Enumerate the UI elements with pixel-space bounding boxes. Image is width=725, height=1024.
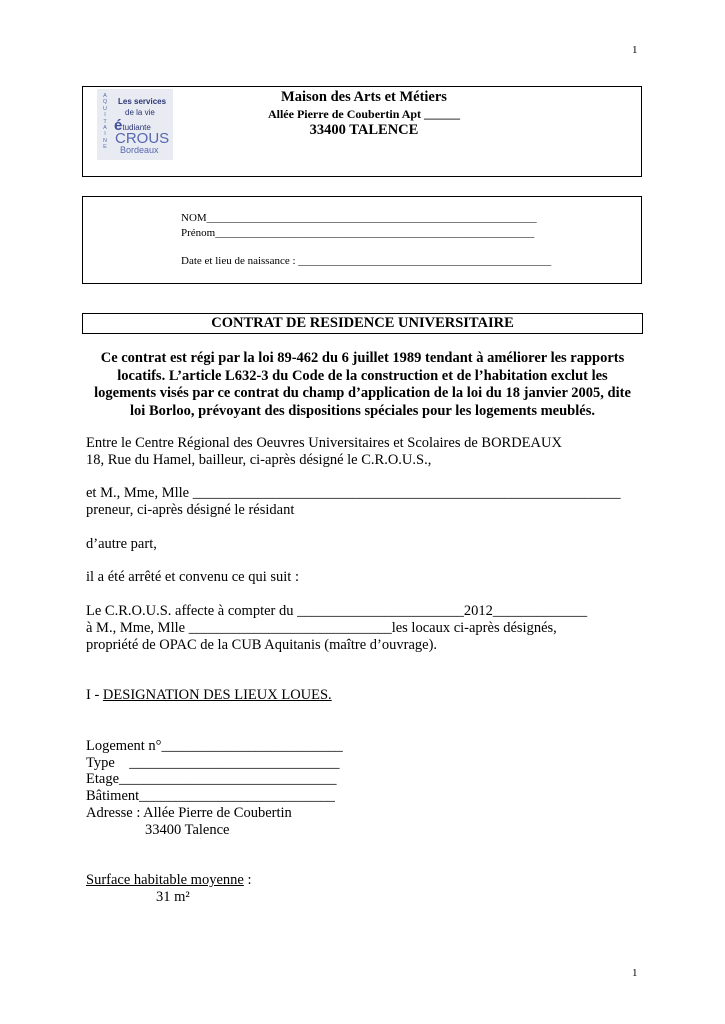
logo-vertical-text: A Q U I T A I N E [102,93,108,151]
type-field: Type _____________________________ [86,755,340,771]
etage-field: Etage______________________________ [86,771,337,787]
logo-city: Bordeaux [120,145,159,155]
section1-heading [86,687,332,704]
header-title: Maison des Arts et Métiers [281,89,447,105]
section1-title: DESIGNATION DES LIEUX LOUES. [102,687,332,703]
page-number-bottom: 1 [632,967,638,979]
logo-line3-rest: tudiante [122,123,151,132]
logo-line2: de la vie [125,108,155,117]
header-city: 33400 TALENCE [309,122,419,138]
parties-line2: 18, Rue du Hamel, bailleur, ci-après désigné le C.R.O.U.S., [86,452,432,468]
parties-line5: d’autre part, [86,536,157,552]
naissance-field: Date et lieu de naissance : ______________________________________________ [181,255,552,267]
assignment-line1: Le C.R.O.U.S. affecte à compter du _______________________2012_____________ [86,603,588,619]
intro-line: logements visés par ce contrat du champ d’application de la loi du 18 janvier 2005, dite [94,385,631,401]
logo-initial: é [114,117,123,134]
page-number-top: 1 [632,44,638,56]
surface-label-line [86,872,251,889]
logo-line1: Les services [118,97,167,106]
intro-paragraph [82,350,643,420]
assignment-line3: propriété de OPAC de la CUB Aquitanis (maître d’ouvrage). [86,637,438,653]
prenom-field: Prénom__________________________________________________________ [181,227,535,239]
nom-field: NOM____________________________________________________________ [181,212,537,224]
logo-brand: CROUS [115,130,170,147]
logement-field: Logement n°_________________________ [86,738,343,754]
contract-title: CONTRAT DE RESIDENCE UNIVERSITAIRE [211,315,514,331]
batiment-field: Bâtiment___________________________ [86,788,335,804]
parties-line3: et M., Mme, Mlle ___________________________________________________________ [86,485,621,501]
surface-value: 31 m² [156,889,190,905]
crous-logo [97,89,173,160]
parties-line6: il a été arrêté et convenu ce qui suit : [86,569,299,585]
adresse-line2: 33400 Talence [145,822,230,838]
surface-colon: : [243,872,252,888]
parties-line4: preneur, ci-après désigné le résidant [86,502,295,518]
adresse-line1: Adresse : Allée Pierre de Coubertin [86,805,292,821]
header-address: Allée Pierre de Coubertin Apt ______ [267,107,461,121]
assignment-line2: à M., Mme, Mlle ____________________________les locaux ci-après désignés, [86,620,557,636]
surface-label: Surface habitable moyenne [86,872,244,888]
intro-line: locatifs. L’article L632-3 du Code de la construction et de l’habitation exclut les [117,367,608,384]
section1-prefix: I - [86,687,103,703]
identity-box [82,196,642,284]
parties-line1: Entre le Centre Régional des Oeuvres Universitaires et Scolaires de BORDEAUX [86,435,562,451]
intro-line: loi Borloo, prévoyant des dispositions spéciales pour les logements meublés. [130,402,595,419]
intro-line: Ce contrat est régi par la loi 89-462 du 6 juillet 1989 tendant à améliorer les rapports [100,350,625,366]
